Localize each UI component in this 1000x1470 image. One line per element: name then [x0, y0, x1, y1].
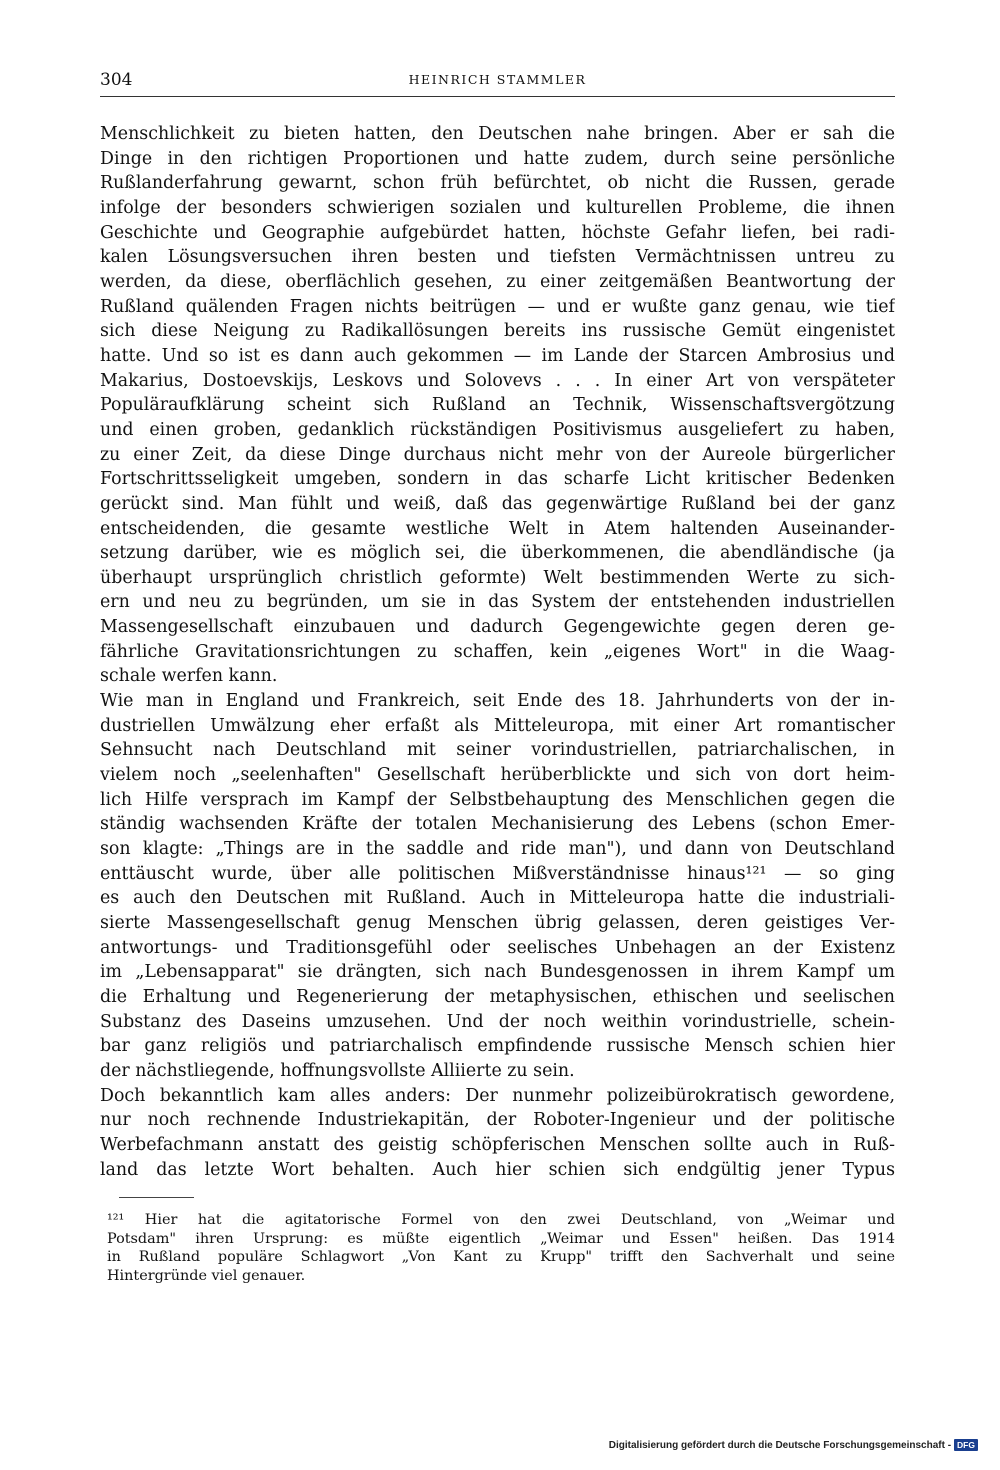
footnote-line: Hintergründe viel genauer. [107, 1267, 306, 1284]
text-line: setzung darüber, wie es möglich sei, die überkommenen, die abendländische (ja [100, 543, 895, 564]
text-line: Populäraufklärung scheint sich Rußland an Technik, Wissenschaftsvergötzung [100, 395, 895, 416]
text-line: Werbefachmann anstatt des geistig schöpferischen Menschen sollte auch in Ruß- [100, 1134, 895, 1155]
page-header [100, 70, 895, 97]
text-line: land das letzte Wort behalten. Auch hier schien sich endgültig jener Typus [100, 1159, 895, 1180]
text-line: schale werfen kann. [100, 666, 278, 687]
text-line: kalen Lösungsversuchen ihren besten und tiefsten Vermächtnissen untreu zu [100, 247, 895, 268]
text-line: zu einer Zeit, da diese Dinge durchaus nicht mehr von der Aureole bürgerlicher [100, 444, 895, 465]
text-line: sich diese Neigung zu Radikallösungen bereits ins russische Gemüt eingenistet [100, 321, 895, 342]
text-line: hatte. Und so ist es dann auch gekommen — im Lande der Starcen Ambrosius und [100, 345, 895, 366]
text-line: ständig wachsenden Kräfte der totalen Mechanisierung des Lebens (schon Emer- [100, 814, 895, 835]
footnote-line: Potsdam" ihren Ursprung: es müßte eigentlich „Weimar und Essen" heißen. Das 1914 [107, 1230, 895, 1247]
text-line: ern und neu zu begründen, um sie in das System der entstehenden industriellen [100, 592, 895, 613]
text-line: Fortschrittsseligkeit umgeben, sondern in das scharfe Licht kritischer Bedenken [100, 469, 895, 490]
text-line: antwortungs- und Traditionsgefühl oder seelisches Unbehagen an der Existenz [100, 937, 895, 958]
text-line: Rußland quälenden Fragen nichts beitrügen — und er wußte ganz genau, wie tief [100, 296, 895, 317]
text-line: Massengesellschaft einzubauen und dadurch Gegengewichte gegen deren ge- [100, 617, 895, 638]
text-line: im „Lebensapparat" sie drängten, sich nach Bundesgenossen in ihrem Kampf um [100, 962, 895, 983]
body-text [100, 122, 895, 1182]
text-line: enttäuscht wurde, über alle politischen Mißverständnisse hinaus¹²¹ — so ging [100, 863, 895, 884]
text-line: Wie man in England und Frankreich, seit Ende des 18. Jahrhunderts von der in- [100, 691, 895, 712]
text-line: vielem noch „seelenhaften" Gesellschaft herüberblickte und sich von dort heim- [100, 765, 895, 786]
footnote-separator [119, 1197, 194, 1198]
footnote [107, 1211, 895, 1285]
text-line: der nächstliegende, hoffnungsvollste Alliierte zu sein. [100, 1060, 575, 1081]
text-line: gerückt sind. Man fühlt und weiß, daß das gegenwärtige Rußland bei der ganz [100, 493, 895, 514]
text-line: nur noch rechnende Industriekapitän, der Roboter-Ingenieur und der politische [100, 1110, 895, 1131]
text-line: die Erhaltung und Regenerierung der metaphysischen, ethischen und seelischen [100, 986, 895, 1007]
text-line: dustriellen Umwälzung eher erfaßt als Mitteleuropa, mit einer Art romantischer [100, 715, 895, 736]
text-line: es auch den Deutschen mit Rußland. Auch in Mitteleuropa hatte die industriali- [100, 888, 895, 909]
text-line: fährliche Gravitationsrichtungen zu schaffen, kein „eigenes Wort" in die Waag- [100, 641, 895, 662]
text-line: überhaupt ursprünglich christlich geformte) Welt bestimmenden Werte zu sich- [100, 567, 895, 588]
digitization-credit [609, 1439, 978, 1451]
text-line: sierte Massengesellschaft genug Menschen übrig gelassen, deren geistiges Ver- [100, 913, 895, 933]
credit-text: Digitalisierung gefördert durch die Deutsche Forschungsgemeinschaft - [608, 1439, 952, 1451]
footnote-line: in Rußland populäre Schlagwort „Von Kant zu Krupp" trifft den Sachverhalt und seine [107, 1249, 895, 1265]
text-line: Doch bekanntlich kam alles anders: Der nunmehr polizeibürokratisch gewordene, [100, 1085, 895, 1106]
running-head: HEINRICH STAMMLER [408, 72, 587, 87]
text-line: Dinge in den richtigen Proportionen und hatte zudem, durch seine persönliche [100, 148, 895, 169]
dfg-logo: DFG [954, 1439, 978, 1451]
text-line: entscheidenden, die gesamte westliche Welt in Atem haltenden Auseinander- [100, 518, 895, 539]
text-line: werden, da diese, oberflächlich gesehen, zu einer zeitgemäßen Beantwortung der [100, 271, 895, 292]
text-line: Geschichte und Geographie aufgebürdet hatten, höchste Gefahr liefen, bei radi- [100, 222, 895, 243]
page-number: 304 [100, 70, 133, 90]
text-line: infolge der besonders schwierigen sozialen und kulturellen Probleme, die ihnen [100, 197, 895, 218]
text-line: Substanz des Daseins umzusehen. Und der noch weithin vorindustrielle, schein- [100, 1011, 895, 1032]
text-line: son klagte: „Things are in the saddle and ride man"), und dann von Deutschland [100, 839, 895, 860]
text-line: Makarius, Dostoevskijs, Leskovs und Solovevs . . . In einer Art von verspäteter [100, 370, 895, 391]
text-line: Rußlanderfahrung gewarnt, schon früh befürchtet, ob nicht die Russen, gerade [100, 173, 895, 194]
text-line: bar ganz religiös und patriarchalisch empfindende russische Mensch schien hier [100, 1036, 895, 1057]
text-line: Menschlichkeit zu bieten hatten, den Deutschen nahe bringen. Aber er sah die [100, 124, 895, 144]
text-line: und einen groben, gedanklich rückständigen Positivismus ausgeliefert zu haben, [100, 419, 895, 440]
text-line: lich Hilfe versprach im Kampf der Selbstbehauptung des Menschlichen gegen die [100, 789, 895, 810]
footnote-line: ¹²¹ Hier hat die agitatorische Formel von den zwei Deutschland, von „Weimar und [107, 1212, 895, 1228]
text-line: Sehnsucht nach Deutschland mit seiner vorindustriellen, patriarchalischen, in [100, 740, 895, 761]
